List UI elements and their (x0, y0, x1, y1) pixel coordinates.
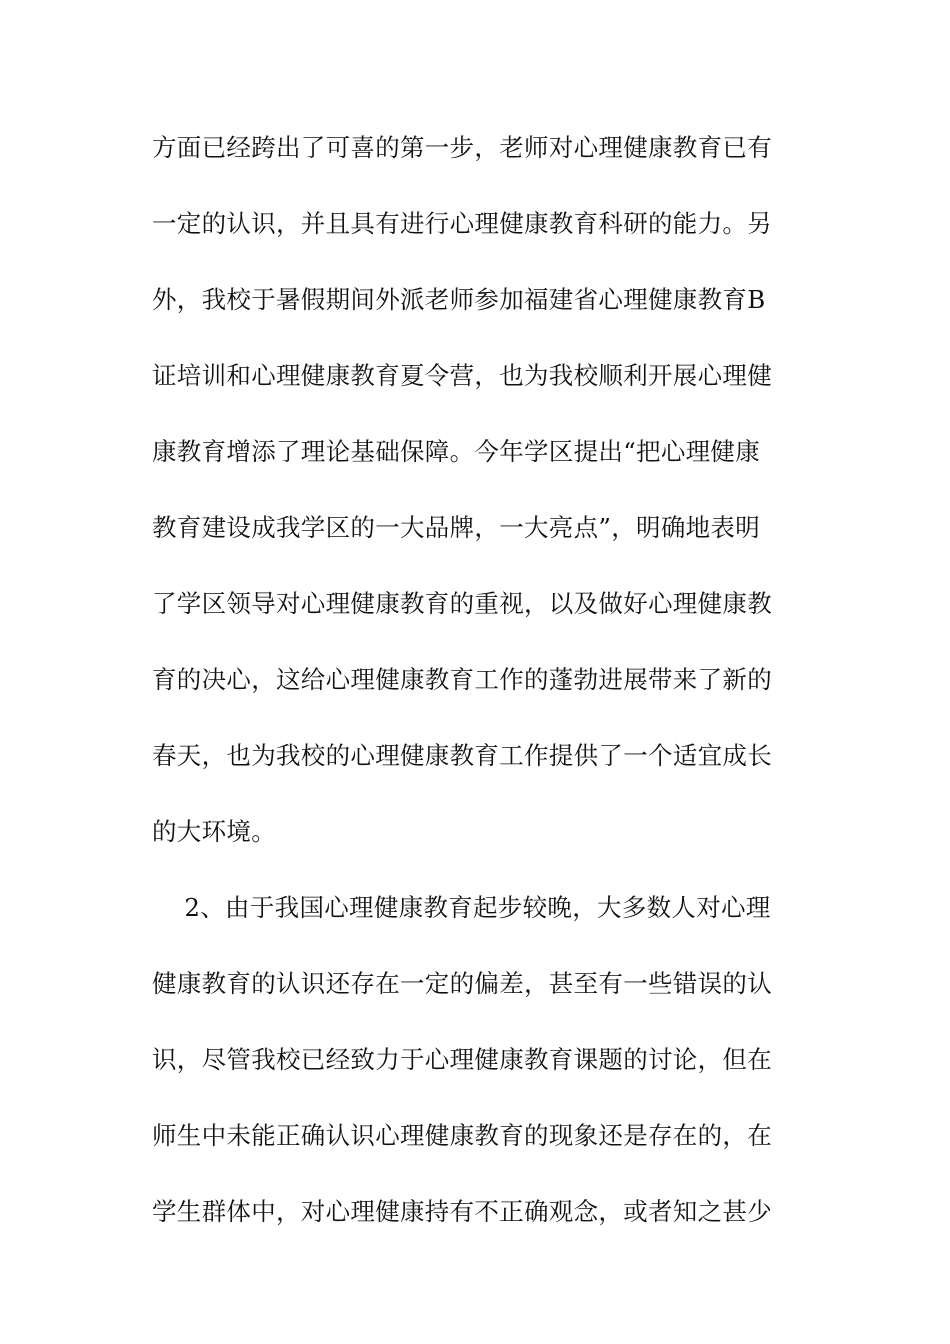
text-line: 师生中未能正确认识心理健康教育的现象还是存在的，在 (152, 1121, 772, 1150)
text-line: 外，我校于暑假期间外派老师参加福建省心理健康教育B (152, 285, 766, 314)
text-line: 方面已经跨出了可喜的第一步，老师对心理健康教育已有 (152, 133, 772, 162)
paragraph-start-line: 2、由于我国心理健康教育起步较晚，大多数人对心理 (152, 893, 771, 922)
text-line: 识，尽管我校已经致力于心理健康教育课题的讨论，但在 (152, 1045, 772, 1074)
text-line: 了学区领导对心理健康教育的重视，以及做好心理健康教 (152, 589, 772, 618)
text-line: 证培训和心理健康教育夏令营，也为我校顺利开展心理健 (152, 361, 772, 390)
text-line: 的大环境。 (152, 817, 276, 846)
text-line: 一定的认识，并且具有进行心理健康教育科研的能力。另 (152, 209, 772, 238)
text-line: 春天，也为我校的心理健康教育工作提供了一个适宜成长 (152, 741, 772, 770)
text-line: 学生群体中，对心理健康持有不正确观念，或者知之甚少 (152, 1197, 772, 1226)
text-line: 康教育增添了理论基础保障。今年学区提出“把心理健康 (152, 437, 761, 466)
text-line: 健康教育的认识还存在一定的偏差，甚至有一些错误的认 (152, 969, 772, 998)
text-line: 育的决心，这给心理健康教育工作的蓬勃进展带来了新的 (152, 665, 772, 694)
text-line: 教育建设成我学区的一大品牌，一大亮点”，明确地表明 (152, 513, 761, 542)
body-text (152, 128, 812, 1268)
